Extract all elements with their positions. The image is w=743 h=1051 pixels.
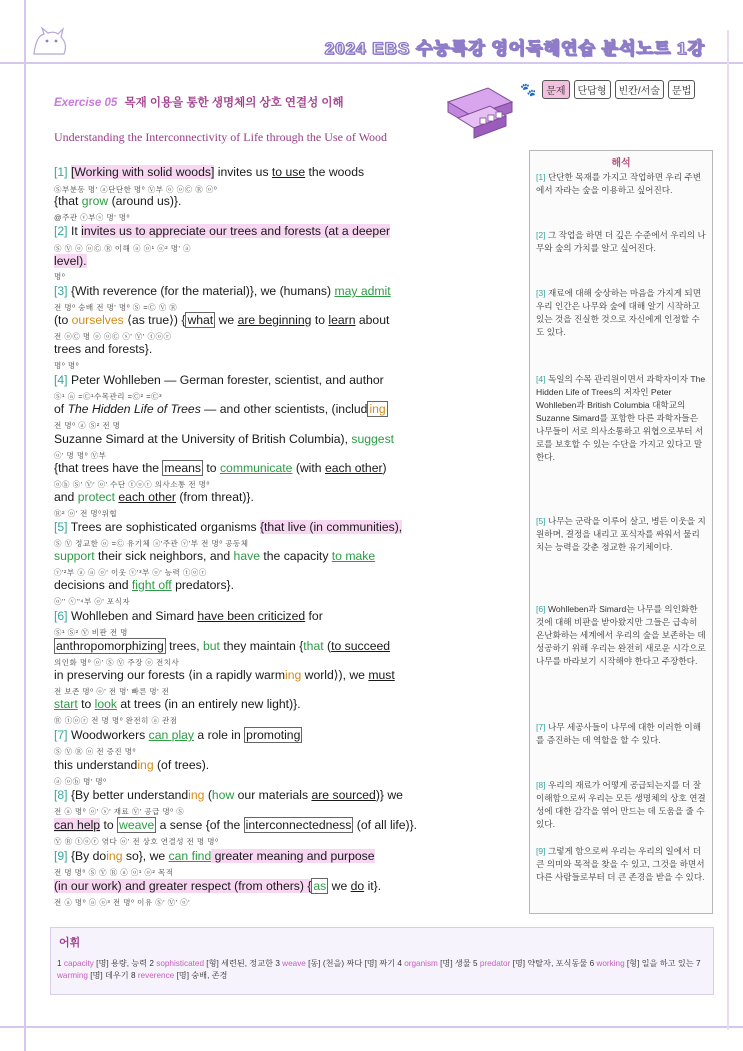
phrase: It — [70, 224, 82, 238]
wood-planks-icon — [440, 82, 518, 140]
phrase: {that — [54, 194, 82, 208]
grammar-notes: ⓞ'' ⓥ''⁴부 ⓞ' 포식자 — [54, 597, 131, 606]
sentence-number: [1] — [54, 165, 68, 179]
translation-number: [6] — [536, 604, 546, 614]
phrase: predators}. — [171, 578, 235, 592]
phrase: ( — [204, 788, 212, 802]
exercise-number: Exercise 05 — [54, 97, 118, 109]
phrase: (to — [54, 313, 72, 327]
grammar-notes: 전 ⓐ 명⁰ ⓞ' ⓢ' 재료 Ⓥ' 공급 명⁰ Ⓢ — [54, 807, 185, 816]
phrase: are sourced — [311, 788, 376, 802]
phrase: to make — [331, 549, 376, 563]
book-title: The Hidden Life of Trees — [67, 402, 201, 416]
sentence-8-line-1 — [54, 788, 403, 802]
grammar-notes: 전 명⁰ 숭배 전 명' 명⁰ Ⓢ =Ⓒ Ⓥ Ⓡ — [54, 303, 178, 312]
phrase: (in our work) and greater respect (from others) { — [54, 879, 312, 893]
phrase: Peter Wohlleben — German forester, scientist, and author — [70, 373, 384, 387]
phrase: {that trees have the — [54, 461, 163, 475]
phrase: invites us to appreciate our trees and forests (at a deeper — [81, 224, 391, 238]
grammar-notes: ⓥ'²부 ⓐ ⓐ ⓞ' 이웃 ⓥ'³부 ⓞ' 능력 ⓣⓞⓡ — [54, 568, 207, 577]
sentence-1-line-2 — [54, 194, 181, 208]
vocab-word: working — [596, 959, 625, 968]
phrase: ing — [137, 758, 154, 772]
translation-item — [536, 515, 706, 554]
phrase: look — [94, 697, 117, 711]
phrase: can help — [54, 818, 101, 832]
sentence-1-line-1 — [54, 165, 364, 179]
sentence-number: [6] — [54, 609, 68, 623]
phrase: that — [303, 639, 324, 653]
sentence-6-line-1 — [54, 609, 323, 623]
phrase: Wohlleben and Simard — [70, 609, 198, 623]
phrase: ing — [285, 668, 302, 682]
phrase: a sense {of the — [156, 818, 244, 832]
phrase: to — [100, 818, 118, 832]
sentence-number: [8] — [54, 788, 68, 802]
phrase: {By better understand — [70, 788, 189, 802]
grammar-notes: ⓞⓑ Ⓢ' Ⓥ' ⓞ' 수단 ⓣⓞⓡ 의사소통 전 명⁰ — [54, 480, 210, 489]
phrase: communicate — [219, 461, 293, 475]
page-frame-right — [727, 30, 729, 1030]
phrase: anthropomorphizing — [56, 639, 164, 653]
phrase: )} we — [375, 788, 403, 802]
exercise-title — [54, 94, 344, 110]
vocab-number: 1 — [57, 959, 62, 968]
translation-item — [536, 845, 706, 884]
translation-item — [536, 287, 706, 339]
sentence-5-line-2 — [54, 549, 375, 563]
sentence-3-line-3 — [54, 342, 152, 356]
phrase: and — [54, 490, 78, 504]
vocab-number: 2 — [149, 959, 154, 968]
tab-blank-descriptive[interactable]: 빈칸/서술 — [615, 80, 664, 99]
vocab-definition: [명] 데우기 — [90, 971, 129, 980]
vocab-number: 6 — [589, 959, 595, 968]
translation-item — [536, 171, 706, 197]
phrase: (of all life)}. — [353, 818, 418, 832]
phrase: ing — [106, 849, 123, 863]
phrase: to succeed — [331, 639, 391, 653]
translation-text: 독일의 수목 관리원이면서 과학자이자 The Hidden Life of Trees의 저자인 Peter Wohlleben과 British Columbia 대학교의 Suzanne Simard를 포함한 다른 과학자들은 나무들이 서로 의사소통하고 위협으로부터 서로를 보호할 수 있는 수단을 가지고 있다고 말한다. — [536, 374, 706, 462]
grammar-notes: Ⓢ Ⓥ 정교한 ⓞ =Ⓒ 유기체 ⓢ'주관 ⓥ'부 전 명⁰ 공동체 — [54, 539, 249, 548]
phrase: {that live (in communities), — [259, 520, 403, 534]
phrase: (around us)}. — [108, 194, 182, 208]
phrase: interconnectedness — [245, 818, 352, 832]
phrase: support — [54, 549, 95, 563]
translation-text: 나무 세공사들이 나무에 대한 이러한 이해를 증진하는 데 역할을 할 수 있다. — [536, 722, 702, 745]
translation-text: 우리의 재료가 어떻게 공급되는지를 더 잘 이해함으로써 우리는 모든 생명체의 상호 연결성에 대한 감각을 엮어 만드는 데 도움을 줄 수 있다. — [536, 780, 706, 829]
grammar-notes: 의인화 명⁰ ⓞ' Ⓢ Ⓥ 주장 ⓞ 전치사 — [54, 658, 180, 667]
translation-text: 나무는 군락을 이루어 살고, 병든 이웃을 지원하며, 결정을 내리고 포식자를 싸워서 물리치는 능력을 갖춘 정교한 유기체이다. — [536, 516, 706, 552]
phrase: do — [350, 879, 365, 893]
phrase: trees and forests}. — [54, 342, 153, 356]
sentence-2-line-1 — [54, 224, 390, 238]
sentence-9-line-1 — [54, 849, 375, 863]
sentence-number: [9] — [54, 849, 68, 863]
vocab-word: reverence — [137, 971, 175, 980]
phrase: each other — [324, 461, 383, 475]
vocab-word: predator — [479, 959, 511, 968]
vocab-number: 3 — [275, 959, 280, 968]
phrase: Woodworkers — [70, 728, 149, 742]
translation-text: 그 작업을 하면 더 깊은 수준에서 우리의 나무와 숲의 가치를 알고 싶어진다. — [536, 230, 706, 253]
phrase: can play — [148, 728, 195, 742]
tab-grammar[interactable]: 문법 — [668, 80, 695, 99]
phrase: ing — [188, 788, 205, 802]
phrase: trees, — [165, 639, 203, 653]
vocabulary-box — [50, 927, 714, 995]
phrase: (with — [292, 461, 325, 475]
sentence-4-line-4 — [54, 461, 387, 475]
paw-icon: 🐾 — [520, 81, 537, 97]
sentence-6-line-4 — [54, 697, 301, 711]
vocab-number: 4 — [397, 959, 402, 968]
vocab-number: 7 — [695, 959, 701, 968]
vocab-word: capacity — [63, 959, 94, 968]
phrase: world⟩), we — [301, 668, 369, 682]
translation-number: [9] — [536, 846, 546, 856]
phrase: ) — [382, 461, 387, 475]
page-frame-bottom — [0, 1026, 743, 1028]
tab-bar — [520, 80, 695, 99]
phrase: [Working with solid woods] — [70, 165, 215, 179]
translation-item — [536, 373, 706, 464]
vocab-definition: [명] 생물 — [440, 959, 471, 968]
phrase: have — [233, 549, 260, 563]
phrase: start — [54, 697, 78, 711]
sentence-7-line-2 — [54, 758, 209, 772]
translation-item — [536, 779, 706, 831]
cat-mascot-icon — [30, 26, 70, 58]
sentence-4-line-2 — [54, 402, 388, 416]
phrase: of — [54, 402, 68, 416]
sentence-number: [4] — [54, 373, 68, 387]
translation-item — [536, 603, 706, 668]
grammar-notes: ⓐ ⓞⓑ 명' 명⁰ — [54, 777, 107, 786]
phrase: ing — [369, 402, 386, 416]
sentence-3-line-2 — [54, 313, 389, 327]
sentence-7-line-1 — [54, 728, 302, 742]
phrase: grow — [81, 194, 109, 208]
phrase: are beginning — [237, 313, 312, 327]
vocabulary-heading: 어휘 — [59, 937, 81, 949]
grammar-notes: 전 보존 명⁰ ⓞ' 전 명' 빠른 명' 전 — [54, 687, 170, 696]
phrase: means — [164, 461, 202, 475]
phrase: weave — [119, 818, 155, 832]
grammar-notes: 전 명 명⁰ Ⓢ Ⓥ Ⓡ ⓐ ⓞ¹ ⓞ² 목적 — [54, 868, 174, 877]
phrase: invites us — [214, 165, 272, 179]
translation-number: [1] — [536, 172, 546, 182]
sentence-6-line-3 — [54, 668, 395, 682]
phrase: we — [328, 879, 351, 893]
phrase: to — [311, 313, 329, 327]
vocab-definition: [형] 세련된, 정교한 — [206, 959, 274, 968]
phrase: ⟨as true⟩) { — [123, 313, 186, 327]
vocab-word: sophisticated — [156, 959, 205, 968]
phrase: Trees are sophisticated organisms — [70, 520, 260, 534]
phrase: each other — [118, 490, 176, 504]
phrase: suggest — [351, 432, 395, 446]
phrase: the capacity — [259, 549, 332, 563]
translation-number: [5] — [536, 516, 546, 526]
phrase: as — [313, 879, 327, 893]
grammar-notes: 전 ⓞⒸ 명 ⓞ ⓞⒸ ⓢ' Ⓥ' ⓣⓞⓡ — [54, 332, 172, 341]
sentence-number: [3] — [54, 284, 68, 298]
sentence-4-line-1 — [54, 373, 384, 387]
phrase: for — [305, 609, 323, 623]
phrase: fight off — [131, 578, 172, 592]
phrase: have been criticized — [197, 609, 306, 623]
phrase: to — [203, 461, 220, 475]
translation-text: 재료에 대해 숭상하는 마음을 가지게 되면 우리 인간은 나무와 숲에 대해 알기 시작하고 있는 것을 진실한 것으로 자신에게 인정할 수도 있다. — [536, 288, 702, 337]
grammar-notes: Ⓥ Ⓡ ⓣⓞⓡ 엮다 ⓞ' 전 상호 연결성 전 명 명⁰ — [54, 837, 219, 846]
grammar-notes: Ⓡ ⓣⓞⓡ 전 명 명⁰ 완전히 ⓐ 관점 — [54, 716, 178, 725]
sentence-2-line-2 — [54, 254, 87, 268]
phrase: to use — [271, 165, 306, 179]
phrase: in preserving our forests ⟨in a rapidly warm — [54, 668, 285, 682]
phrase: this understand — [54, 758, 138, 772]
phrase: promoting — [246, 728, 301, 742]
translation-number: [8] — [536, 780, 546, 790]
translation-item — [536, 721, 706, 747]
tab-problem[interactable]: 문제 — [542, 80, 569, 99]
page-header-title: 2024 EBS 수능특강 영어독해연습 분석노트 1강 — [324, 39, 705, 58]
grammar-notes: Ⓢ Ⓥ ⓞ ⓞⒸ Ⓡ 이해 ⓐ ⓞ¹ ⓞ² 명' ⓐ — [54, 244, 191, 253]
phrase: can find — [168, 849, 212, 863]
vocab-definition: [명] 약탈자, 포식동물 — [512, 959, 588, 968]
sentence-8-line-2 — [54, 818, 417, 832]
translation-number: [7] — [536, 722, 546, 732]
phrase: must — [368, 668, 395, 682]
phrase: (of trees). — [153, 758, 210, 772]
translation-panel — [529, 150, 713, 914]
sentence-4-line-5 — [54, 490, 254, 504]
translation-heading: 해석 — [611, 158, 631, 169]
exercise-title-text: 목재 이용을 통한 생명체의 상호 연결성 이해 — [124, 97, 344, 109]
phrase: (from threat)}. — [175, 490, 254, 504]
sentence-number: [2] — [54, 224, 68, 238]
phrase: the woods — [305, 165, 365, 179]
page-frame-top — [0, 62, 743, 64]
translation-number: [4] — [536, 374, 546, 384]
phrase: may admit — [334, 284, 391, 298]
sentence-9-line-2 — [54, 879, 381, 893]
sentence-number: [5] — [54, 520, 68, 534]
phrase: {With reverence (for the material)}, we (humans) — [70, 284, 335, 298]
grammar-notes: 명⁰ 명⁰ — [54, 361, 80, 370]
phrase: decisions and — [54, 578, 132, 592]
grammar-notes: Ⓢ¹ ⓐ =Ⓒ¹수목관리 =Ⓒ² =Ⓒ³ — [54, 392, 162, 401]
vocab-word: organism — [404, 959, 438, 968]
grammar-notes: @주관 ⓥ부ⓢ 명' 명⁰ — [54, 213, 131, 222]
vocabulary-list — [57, 958, 707, 982]
grammar-notes: ⓞ' 명 명⁰ Ⓥ부 — [54, 451, 107, 460]
phrase: to — [77, 697, 95, 711]
phrase: they maintain { — [219, 639, 304, 653]
tab-short-answer[interactable]: 단답형 — [574, 80, 611, 99]
grammar-notes: Ⓢ Ⓥ Ⓡ ⓞ 전 증진 명⁰ — [54, 747, 136, 756]
grammar-notes: Ⓢ¹ Ⓢ² Ⓥ 비판 전 명 — [54, 628, 128, 637]
grammar-notes: 명⁰ — [54, 272, 66, 281]
page-frame-left — [24, 0, 26, 1051]
phrase: at trees (in an entirely new light)}. — [117, 697, 301, 711]
exercise-subtitle: Understanding the Interconnectivity of Life through the Use of Wood — [54, 130, 388, 144]
phrase: — and other scientists, (includ — [200, 402, 368, 416]
grammar-notes: Ⓡ² ⓞ' 전 명⁰위협 — [54, 509, 118, 518]
translation-text: 단단한 목재를 가지고 작업하면 우리 주변에서 자라는 숲을 이용하고 싶어진다. — [536, 172, 702, 195]
vocab-word: weave — [282, 959, 306, 968]
vocab-definition: [형] 일을 하고 있는 — [626, 959, 694, 968]
vocab-definition: [명] 숭배, 존경 — [176, 971, 228, 980]
translation-text: 그렇게 함으로써 우리는 우리의 일에서 더 큰 의미와 목적을 찾을 수 있고, 그것을 하면서 다른 사람들로부터 더 큰 존경을 받을 수 있다. — [536, 846, 705, 882]
phrase: our materials — [234, 788, 312, 802]
phrase: {By do — [70, 849, 107, 863]
phrase: learn — [328, 313, 356, 327]
translation-item — [536, 229, 706, 255]
sentence-5-line-1 — [54, 520, 402, 534]
phrase: about — [355, 313, 390, 327]
sentence-number: [7] — [54, 728, 68, 742]
phrase: Suzanne Simard at the University of British Columbia), — [54, 432, 352, 446]
sentence-4-line-3 — [54, 432, 394, 446]
vocab-definition: [명] 용량, 능력 — [96, 959, 148, 968]
grammar-notes: 전 명⁰ ⓐ Ⓢ² 전 명 — [54, 421, 121, 430]
phrase: we — [215, 313, 238, 327]
phrase: what — [187, 313, 214, 327]
phrase: level). — [54, 254, 87, 268]
translation-text: Wohlleben과 Simard는 나무를 의인화한 것에 대해 비판을 받아왔지만 그들은 급속히 온난화하는 세계에서 우리의 숲을 보존하는 데 성공하기 위해 우리는 완전히 새로운 시각으로 나무를 바라보기 시작해야 한다고 주장한다. — [536, 604, 706, 666]
grammar-notes: Ⓢ부분동 명' ⓐ단단한 명⁰ Ⓥ부 ⓞ ⓞⒸ Ⓡ ⓞ⁰ — [54, 185, 218, 194]
phrase: a role in — [194, 728, 245, 742]
grammar-notes: 전 ⓐ 명⁰ ⓐ ⓞ³ 전 명⁰ 이유 Ⓢ' Ⓥ' ⓞ' — [54, 898, 191, 907]
phrase: greater meaning and purpose — [211, 849, 375, 863]
translation-number: [3] — [536, 288, 546, 298]
translation-number: [2] — [536, 230, 546, 240]
phrase: but — [203, 639, 220, 653]
phrase: ourselves — [71, 313, 124, 327]
phrase: how — [211, 788, 235, 802]
vocab-definition: [동] (천을) 짜다 [명] 짜기 — [308, 959, 396, 968]
phrase: their sick neighbors, and — [94, 549, 234, 563]
vocab-number: 5 — [473, 959, 478, 968]
phrase: so}, we — [122, 849, 169, 863]
phrase: protect — [77, 490, 115, 504]
vocab-number: 8 — [130, 971, 136, 980]
phrase: ( — [323, 639, 332, 653]
sentence-6-line-2 — [54, 639, 390, 653]
sentence-5-line-3 — [54, 578, 234, 592]
phrase: it}. — [364, 879, 382, 893]
sentence-3-line-1 — [54, 284, 391, 298]
vocab-word: warming — [57, 971, 88, 980]
